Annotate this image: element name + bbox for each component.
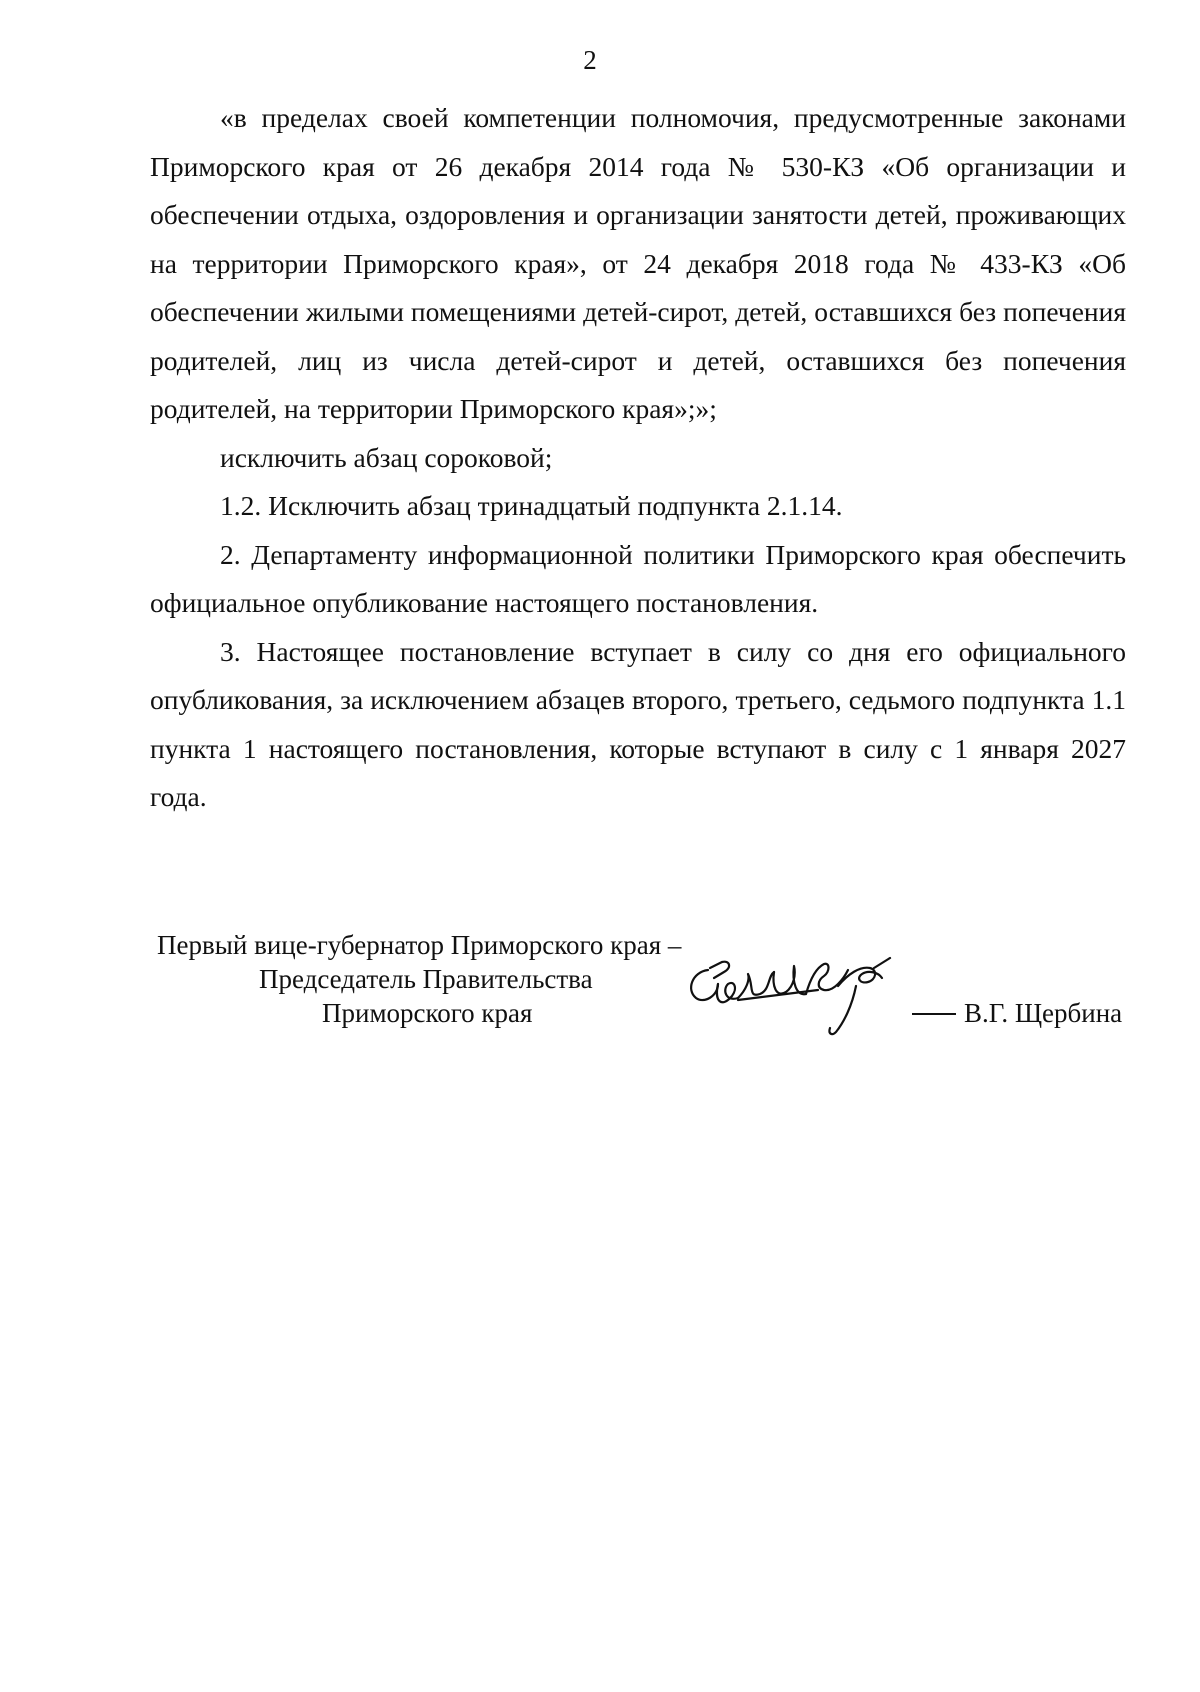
paragraph-item-3: 3. Настоящее постановление вступает в силу со дня его официального опубликования, за исключением абзацев второго, третьего, седьмого подпункта 1.1 пункта 1 настоящего постановления, которые вступают в силу с 1 января 2027 года. (150, 635, 1126, 812)
position-line-2: Председатель Правительства (259, 964, 593, 994)
paragraph-exclude-fortieth: исключить абзац сороковой; (220, 441, 553, 473)
position-line-3: Приморского края (322, 998, 533, 1028)
paragraph-quoted-powers: «в пределах своей компетенции полномочия, предусмотренные законами Приморского края от 26 декабря 2014 года № 530-КЗ «Об организации и обеспечении отдыха, оздоровления и организации занятости детей, проживающих на территории Приморского края», от 24 декабря 2018 года № 433-КЗ «Об обеспечении жилыми помещениями детей-сирот, детей, оставшихся без попечения родителей, лиц из числа детей-сирот и детей, оставшихся без попечения родителей, на территории Приморского края»;»; (150, 102, 1126, 424)
document-body (150, 94, 1126, 822)
signer-name: В.Г. Щербина (964, 998, 1123, 1028)
signature-block (0, 928, 1200, 1048)
paragraph-item-2: 2. Департаменту информационной политики Приморского края обеспечить официальное опубликование настоящего постановления. (150, 538, 1126, 618)
handwritten-signature (678, 950, 908, 1050)
position-line-1: Первый вице-губернатор Приморского края – (157, 930, 682, 960)
page-number: 2 (583, 45, 597, 75)
signatory-position (157, 928, 717, 1030)
signature-dash (912, 1013, 956, 1015)
paragraph-item-1-2: 1.2. Исключить абзац тринадцатый подпункта 2.1.14. (220, 490, 843, 521)
